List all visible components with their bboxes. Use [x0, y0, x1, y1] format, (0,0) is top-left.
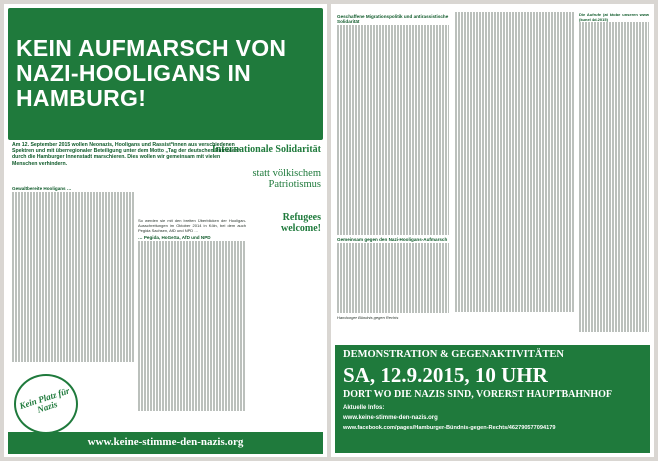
- flyer-title: KEIN AUFMARSCH VON NAZI-HOOLIGANS IN HAMBURG!: [16, 35, 287, 111]
- back-column-1: [337, 12, 449, 342]
- slogan-solidarity: Internationale Solidarität: [211, 144, 321, 155]
- demo-location: DORT WO DIE NAZIS SIND, VORERST HAUPTBAHNHOF: [343, 389, 613, 400]
- demo-facebook[interactable]: www.facebook.com/pages/Hamburger-Bündnis-gegen-Rechts/462790577094179: [343, 425, 556, 431]
- flyer-back-page: [331, 4, 654, 457]
- side-heading: Die Aufrufe (at ktobe unseren www (kunel 4d.2015): [579, 12, 649, 22]
- url-banner: [8, 432, 323, 454]
- column-1-heading: Gewaltbereite Hooligans …: [12, 186, 72, 191]
- slogan-refugees: Refugees welcome!: [281, 212, 321, 234]
- demo-website[interactable]: www.keine-stimme-den-nazis.org: [343, 415, 438, 421]
- demo-info-label: Aktuelle Infos:: [343, 405, 385, 411]
- demo-banner: [335, 345, 650, 453]
- signature: Hamburger Bündnis gegen Rechts: [337, 315, 399, 320]
- badge-text: Kein Platz für Nazis: [18, 385, 71, 415]
- column-2-heading: … Pegida, HoGeSa, AfD und NPD: [138, 235, 211, 240]
- demo-title: DEMONSTRATION & GEGENAKTIVITÄTEN: [343, 349, 564, 360]
- back-column-2: [455, 12, 575, 342]
- flyer-front-page: [4, 4, 327, 457]
- back-heading-1: Geschaffene Migrationspolitik und antirassistische Solidarität: [337, 14, 449, 24]
- title-banner: [8, 8, 323, 140]
- slogan-patriotism: statt völkischem Patriotismus: [252, 168, 321, 190]
- back-heading-2: Gemeinsam gegen den Nazi-Hooligans-Aufmarsch: [337, 237, 448, 242]
- kein-platz-badge: [14, 374, 78, 434]
- website-url[interactable]: www.keine-stimme-den-nazis.org: [87, 436, 244, 448]
- column-2-intro: So werden sie mit den breiten Überblicken der Hooligan-Ausschreitungen im Oktober 2014 in Köln, bei dem auch Pegida Sachsen, AfD und NPD …: [138, 218, 246, 233]
- column-1: [12, 184, 134, 369]
- lead-paragraph: Am 12. September 2015 wollen Neonazis, Hooligans und Rassist*innen aus verschiedenen Spektren und mit überregionaler Beteiligung unter dem Motto „Tag der deutschen Patrioten“ durch die Hamburger Innenstadt marschieren. Dies wollen wir gemeinsam mit vielen Menschen verhindern.: [12, 142, 241, 167]
- demo-date: SA, 12.9.2015, 10 UHR: [343, 363, 548, 387]
- column-2: [138, 218, 246, 430]
